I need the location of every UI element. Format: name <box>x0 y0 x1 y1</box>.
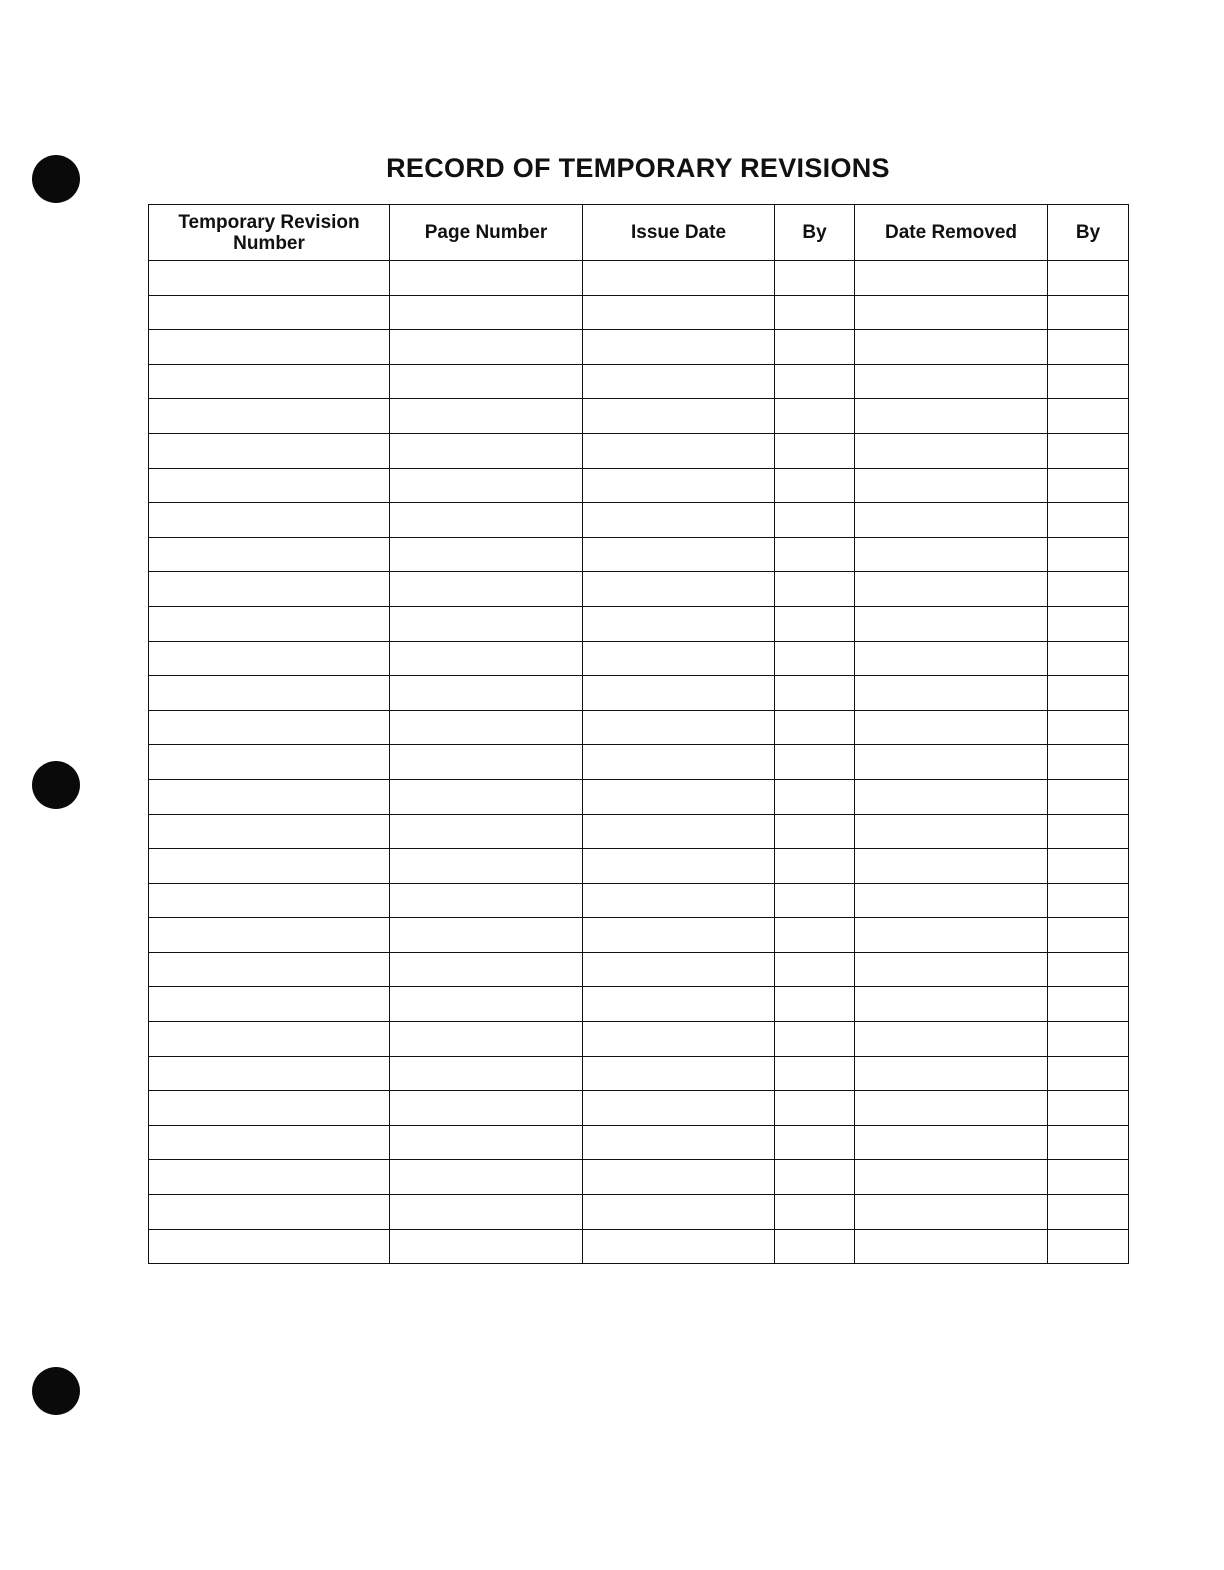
removed-by-cell[interactable] <box>1048 606 1129 641</box>
table-row <box>149 918 1129 953</box>
table-row <box>149 433 1129 468</box>
issue-date-cell[interactable] <box>583 572 775 607</box>
issue-date-cell[interactable] <box>583 537 775 572</box>
issue-date-cell[interactable] <box>583 1229 775 1264</box>
date-removed-cell[interactable] <box>855 814 1048 849</box>
by-cell[interactable] <box>775 883 855 918</box>
by-cell[interactable] <box>775 606 855 641</box>
by-cell[interactable] <box>775 952 855 987</box>
issue-date-cell[interactable] <box>583 918 775 953</box>
revision-number-cell[interactable] <box>149 1160 390 1195</box>
table-row <box>149 1229 1129 1264</box>
page-number-cell[interactable] <box>390 433 583 468</box>
table-body <box>149 261 1129 1264</box>
removed-by-cell[interactable] <box>1048 330 1129 365</box>
issue-date-cell[interactable] <box>583 779 775 814</box>
binder-punch-hole <box>32 155 80 203</box>
by-cell[interactable] <box>775 745 855 780</box>
removed-by-cell[interactable] <box>1048 399 1129 434</box>
revision-number-cell[interactable] <box>149 676 390 711</box>
by-cell[interactable] <box>775 1022 855 1057</box>
issue-date-cell[interactable] <box>583 641 775 676</box>
date-removed-cell[interactable] <box>855 883 1048 918</box>
removed-by-cell[interactable] <box>1048 1195 1129 1230</box>
page-number-cell[interactable] <box>390 261 583 296</box>
date-removed-cell[interactable] <box>855 1022 1048 1057</box>
removed-by-cell[interactable] <box>1048 1229 1129 1264</box>
date-removed-cell[interactable] <box>855 1125 1048 1160</box>
removed-by-cell[interactable] <box>1048 952 1129 987</box>
issue-date-cell[interactable] <box>583 433 775 468</box>
page-number-cell[interactable] <box>390 814 583 849</box>
binder-punch-hole <box>32 761 80 809</box>
by-cell[interactable] <box>775 710 855 745</box>
page-number-cell[interactable] <box>390 295 583 330</box>
removed-by-cell[interactable] <box>1048 1160 1129 1195</box>
date-removed-cell[interactable] <box>855 364 1048 399</box>
page-number-cell[interactable] <box>390 883 583 918</box>
table-row <box>149 537 1129 572</box>
revision-number-cell[interactable] <box>149 1091 390 1126</box>
page-number-cell[interactable] <box>390 710 583 745</box>
issue-date-cell[interactable] <box>583 883 775 918</box>
by-cell[interactable] <box>775 295 855 330</box>
table-row <box>149 1056 1129 1091</box>
table-row <box>149 468 1129 503</box>
page-number-cell[interactable] <box>390 1022 583 1057</box>
removed-by-cell[interactable] <box>1048 572 1129 607</box>
by-cell[interactable] <box>775 1195 855 1230</box>
issue-date-cell[interactable] <box>583 710 775 745</box>
removed-by-cell[interactable] <box>1048 433 1129 468</box>
column-header-page-number: Page Number <box>390 205 583 261</box>
revision-number-cell[interactable] <box>149 710 390 745</box>
revision-number-cell[interactable] <box>149 918 390 953</box>
by-cell[interactable] <box>775 1056 855 1091</box>
by-cell[interactable] <box>775 1160 855 1195</box>
date-removed-cell[interactable] <box>855 676 1048 711</box>
revision-number-cell[interactable] <box>149 364 390 399</box>
removed-by-cell[interactable] <box>1048 987 1129 1022</box>
table-row <box>149 641 1129 676</box>
page-number-cell[interactable] <box>390 572 583 607</box>
revision-number-cell[interactable] <box>149 261 390 296</box>
revision-number-cell[interactable] <box>149 641 390 676</box>
table-row <box>149 849 1129 884</box>
by-cell[interactable] <box>775 468 855 503</box>
date-removed-cell[interactable] <box>855 295 1048 330</box>
date-removed-cell[interactable] <box>855 952 1048 987</box>
by-cell[interactable] <box>775 537 855 572</box>
by-cell[interactable] <box>775 330 855 365</box>
removed-by-cell[interactable] <box>1048 641 1129 676</box>
date-removed-cell[interactable] <box>855 399 1048 434</box>
binder-punch-hole <box>32 1367 80 1415</box>
removed-by-cell[interactable] <box>1048 710 1129 745</box>
page-number-cell[interactable] <box>390 330 583 365</box>
removed-by-cell[interactable] <box>1048 883 1129 918</box>
issue-date-cell[interactable] <box>583 1195 775 1230</box>
page-number-cell[interactable] <box>390 779 583 814</box>
page-title: RECORD OF TEMPORARY REVISIONS <box>386 153 890 183</box>
page-number-cell[interactable] <box>390 606 583 641</box>
removed-by-cell[interactable] <box>1048 779 1129 814</box>
page-number-cell[interactable] <box>390 676 583 711</box>
date-removed-cell[interactable] <box>855 745 1048 780</box>
removed-by-cell[interactable] <box>1048 261 1129 296</box>
issue-date-cell[interactable] <box>583 1056 775 1091</box>
revision-number-cell[interactable] <box>149 1229 390 1264</box>
issue-date-cell[interactable] <box>583 987 775 1022</box>
page-number-cell[interactable] <box>390 1125 583 1160</box>
table-row <box>149 1125 1129 1160</box>
date-removed-cell[interactable] <box>855 572 1048 607</box>
revision-number-cell[interactable] <box>149 503 390 538</box>
date-removed-cell[interactable] <box>855 1091 1048 1126</box>
page-number-cell[interactable] <box>390 1091 583 1126</box>
by-cell[interactable] <box>775 399 855 434</box>
page-number-cell[interactable] <box>390 641 583 676</box>
date-removed-cell[interactable] <box>855 849 1048 884</box>
revision-record-table <box>148 204 1129 1264</box>
table-row <box>149 606 1129 641</box>
table-row <box>149 779 1129 814</box>
table-row <box>149 261 1129 296</box>
by-cell[interactable] <box>775 503 855 538</box>
issue-date-cell[interactable] <box>583 364 775 399</box>
revision-number-cell[interactable] <box>149 1195 390 1230</box>
by-cell[interactable] <box>775 676 855 711</box>
issue-date-cell[interactable] <box>583 503 775 538</box>
issue-date-cell[interactable] <box>583 606 775 641</box>
column-header-temporary-revision-number: Temporary Revision Number <box>149 205 390 261</box>
removed-by-cell[interactable] <box>1048 1056 1129 1091</box>
table-row <box>149 1160 1129 1195</box>
date-removed-cell[interactable] <box>855 606 1048 641</box>
issue-date-cell[interactable] <box>583 745 775 780</box>
date-removed-cell[interactable] <box>855 641 1048 676</box>
revision-number-cell[interactable] <box>149 779 390 814</box>
by-cell[interactable] <box>775 1229 855 1264</box>
issue-date-cell[interactable] <box>583 676 775 711</box>
column-header-by: By <box>775 205 855 261</box>
date-removed-cell[interactable] <box>855 1160 1048 1195</box>
removed-by-cell[interactable] <box>1048 1022 1129 1057</box>
date-removed-cell[interactable] <box>855 1229 1048 1264</box>
date-removed-cell[interactable] <box>855 918 1048 953</box>
removed-by-cell[interactable] <box>1048 364 1129 399</box>
table-row <box>149 399 1129 434</box>
page-number-cell[interactable] <box>390 1056 583 1091</box>
date-removed-cell[interactable] <box>855 779 1048 814</box>
table-row <box>149 814 1129 849</box>
date-removed-cell[interactable] <box>855 1195 1048 1230</box>
page-number-cell[interactable] <box>390 987 583 1022</box>
table-row <box>149 710 1129 745</box>
page-number-cell[interactable] <box>390 537 583 572</box>
by-cell[interactable] <box>775 261 855 296</box>
by-cell[interactable] <box>775 433 855 468</box>
revision-number-cell[interactable] <box>149 330 390 365</box>
revision-number-cell[interactable] <box>149 399 390 434</box>
by-cell[interactable] <box>775 987 855 1022</box>
by-cell[interactable] <box>775 641 855 676</box>
table-header-row <box>149 205 1129 261</box>
table-row <box>149 364 1129 399</box>
issue-date-cell[interactable] <box>583 1160 775 1195</box>
issue-date-cell[interactable] <box>583 261 775 296</box>
revision-number-cell[interactable] <box>149 987 390 1022</box>
by-cell[interactable] <box>775 918 855 953</box>
column-header-by-removed: By <box>1048 205 1129 261</box>
issue-date-cell[interactable] <box>583 399 775 434</box>
column-header-issue-date: Issue Date <box>583 205 775 261</box>
removed-by-cell[interactable] <box>1048 745 1129 780</box>
issue-date-cell[interactable] <box>583 952 775 987</box>
date-removed-cell[interactable] <box>855 987 1048 1022</box>
revision-number-cell[interactable] <box>149 1125 390 1160</box>
date-removed-cell[interactable] <box>855 433 1048 468</box>
date-removed-cell[interactable] <box>855 537 1048 572</box>
by-cell[interactable] <box>775 1091 855 1126</box>
removed-by-cell[interactable] <box>1048 537 1129 572</box>
removed-by-cell[interactable] <box>1048 676 1129 711</box>
table-row <box>149 503 1129 538</box>
issue-date-cell[interactable] <box>583 295 775 330</box>
issue-date-cell[interactable] <box>583 330 775 365</box>
revision-number-cell[interactable] <box>149 814 390 849</box>
by-cell[interactable] <box>775 1125 855 1160</box>
page-number-cell[interactable] <box>390 918 583 953</box>
by-cell[interactable] <box>775 814 855 849</box>
date-removed-cell[interactable] <box>855 261 1048 296</box>
table-row <box>149 745 1129 780</box>
column-header-date-removed: Date Removed <box>855 205 1048 261</box>
date-removed-cell[interactable] <box>855 503 1048 538</box>
removed-by-cell[interactable] <box>1048 468 1129 503</box>
removed-by-cell[interactable] <box>1048 1125 1129 1160</box>
page-number-cell[interactable] <box>390 952 583 987</box>
removed-by-cell[interactable] <box>1048 1091 1129 1126</box>
revision-number-cell[interactable] <box>149 295 390 330</box>
revision-number-cell[interactable] <box>149 952 390 987</box>
table-row <box>149 295 1129 330</box>
table-row <box>149 572 1129 607</box>
revision-number-cell[interactable] <box>149 572 390 607</box>
revision-number-cell[interactable] <box>149 468 390 503</box>
removed-by-cell[interactable] <box>1048 814 1129 849</box>
issue-date-cell[interactable] <box>583 849 775 884</box>
revision-number-cell[interactable] <box>149 883 390 918</box>
removed-by-cell[interactable] <box>1048 918 1129 953</box>
revision-number-cell[interactable] <box>149 537 390 572</box>
revision-number-cell[interactable] <box>149 1056 390 1091</box>
by-cell[interactable] <box>775 849 855 884</box>
revision-number-cell[interactable] <box>149 745 390 780</box>
revision-number-cell[interactable] <box>149 1022 390 1057</box>
issue-date-cell[interactable] <box>583 468 775 503</box>
issue-date-cell[interactable] <box>583 1022 775 1057</box>
issue-date-cell[interactable] <box>583 814 775 849</box>
revision-number-cell[interactable] <box>149 433 390 468</box>
table-row <box>149 1195 1129 1230</box>
table-row <box>149 883 1129 918</box>
revision-number-cell[interactable] <box>149 849 390 884</box>
page-number-cell[interactable] <box>390 745 583 780</box>
table-row <box>149 1091 1129 1126</box>
removed-by-cell[interactable] <box>1048 503 1129 538</box>
by-cell[interactable] <box>775 572 855 607</box>
date-removed-cell[interactable] <box>855 468 1048 503</box>
page-number-cell[interactable] <box>390 364 583 399</box>
date-removed-cell[interactable] <box>855 1056 1048 1091</box>
table-row <box>149 987 1129 1022</box>
table-row <box>149 330 1129 365</box>
issue-date-cell[interactable] <box>583 1125 775 1160</box>
by-cell[interactable] <box>775 779 855 814</box>
page-number-cell[interactable] <box>390 503 583 538</box>
page-number-cell[interactable] <box>390 399 583 434</box>
page-number-cell[interactable] <box>390 1195 583 1230</box>
date-removed-cell[interactable] <box>855 330 1048 365</box>
page-number-cell[interactable] <box>390 849 583 884</box>
table-row <box>149 1022 1129 1057</box>
page-number-cell[interactable] <box>390 1160 583 1195</box>
by-cell[interactable] <box>775 364 855 399</box>
removed-by-cell[interactable] <box>1048 295 1129 330</box>
table-row <box>149 952 1129 987</box>
date-removed-cell[interactable] <box>855 710 1048 745</box>
table-row <box>149 676 1129 711</box>
revision-number-cell[interactable] <box>149 606 390 641</box>
removed-by-cell[interactable] <box>1048 849 1129 884</box>
issue-date-cell[interactable] <box>583 1091 775 1126</box>
page-number-cell[interactable] <box>390 1229 583 1264</box>
page-number-cell[interactable] <box>390 468 583 503</box>
